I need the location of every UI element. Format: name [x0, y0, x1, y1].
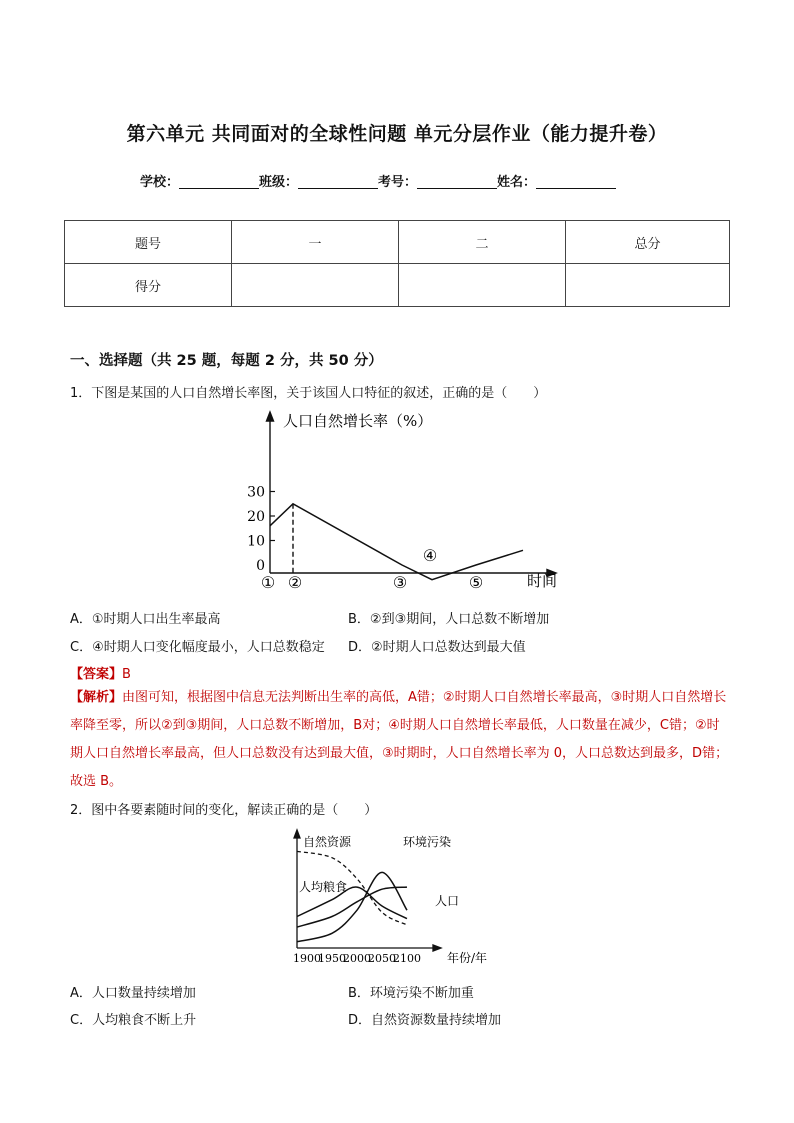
school-label: 学校： — [140, 175, 180, 190]
answer-label: 【答案】 — [70, 667, 123, 682]
score-table-header-row — [65, 221, 730, 264]
label-natural-resources: 自然资源 — [303, 835, 352, 849]
growth-rate-line — [270, 504, 523, 580]
growth-y-arrow — [267, 412, 274, 421]
factors-x-tick-label: 2050 — [368, 952, 396, 965]
period-label: ① — [260, 573, 276, 592]
q2-option-c[interactable]: C．人均粮食不断上升 — [70, 1013, 197, 1028]
score-header-cell: 总分 — [566, 221, 730, 264]
school-field[interactable] — [179, 174, 259, 189]
label-grain-per-capita: 人均粮食 — [299, 880, 348, 894]
factors-chart — [285, 826, 510, 971]
score-cell[interactable] — [399, 264, 566, 307]
name-field[interactable] — [536, 174, 616, 189]
q1-option-a[interactable]: A．①时期人口出生率最高 — [70, 612, 221, 627]
factors-y-arrow — [294, 830, 300, 838]
score-table — [64, 220, 730, 307]
score-cell[interactable] — [566, 264, 730, 307]
score-cell[interactable] — [232, 264, 399, 307]
score-header-cell: 二 — [399, 221, 566, 264]
section-heading: 一、选择题（共 25 题，每题 2 分，共 50 分） — [70, 353, 383, 369]
analysis-label: 【解析】 — [70, 690, 123, 705]
class-label: 班级： — [259, 175, 299, 190]
score-header-cell: 题号 — [65, 221, 232, 264]
growth-y-tick-label: 10 — [247, 533, 265, 550]
q2-option-a[interactable]: A．人口数量持续增加 — [70, 986, 196, 1001]
period-label: ⑤ — [468, 573, 484, 592]
q2-option-b[interactable]: B．环境污染不断加重 — [348, 986, 474, 1001]
growth-axes — [267, 412, 557, 577]
factors-xlabel: 年份/年 — [447, 951, 488, 965]
analysis-text: 由图可知，根据图中信息无法判断出生率的高低，A错；②时期人口自然增长率最高，③时期人口自然增长率降至零，所以②到③期间，人口总数不断增加，B对；④时期人口自然增长率最低，人口数量在减少，C错；②时期人口自然增长率最高，但人口总数没有达到最大值，③时期时，人口自然增长率为 0，人口总数达到最多，D错；故选 B。 — [70, 690, 729, 789]
growth-y-tick-label: 20 — [247, 509, 265, 525]
factors-x-arrow — [433, 945, 441, 951]
score-table-row — [65, 264, 730, 307]
label-population: 人口 — [435, 894, 460, 908]
label-pollution: 环境污染 — [403, 835, 452, 849]
factors-x-tick-label: 1950 — [318, 952, 346, 965]
q2-option-d[interactable]: D．自然资源数量持续增加 — [348, 1013, 502, 1028]
name-label: 姓名： — [497, 175, 537, 190]
q1-option-d[interactable]: D．②时期人口总数达到最大值 — [348, 640, 526, 655]
period-label: ② — [287, 573, 303, 592]
student-info-row — [140, 171, 616, 190]
page-title: 第六单元 共同面对的全球性问题 单元分层作业（能力提升卷） — [126, 123, 668, 145]
growth-xlabel: 时间 — [527, 572, 558, 590]
q1-option-b[interactable]: B．②到③期间，人口总数不断增加 — [348, 612, 550, 627]
q1-analysis — [70, 684, 730, 796]
exam-no-label: 考号： — [378, 175, 418, 190]
class-field[interactable] — [298, 174, 378, 189]
question-2-stem: 2．图中各要素随时间的变化，解读正确的是（ ） — [70, 803, 378, 818]
score-row-label: 得分 — [65, 264, 232, 307]
q1-answer — [70, 663, 131, 682]
growth-y-tick-label: 30 — [247, 484, 265, 501]
growth-ylabel: 人口自然增长率（%） — [283, 412, 433, 430]
question-1-stem: 1．下图是某国的人口自然增长率图，关于该国人口特征的叙述，正确的是（ ） — [70, 386, 547, 401]
q1-option-c[interactable]: C．④时期人口变化幅度最小，人口总数稳定 — [70, 640, 325, 655]
factors-x-tick-label: 2100 — [393, 952, 421, 965]
exam-no-field[interactable] — [417, 174, 497, 189]
answer-value: B — [122, 667, 131, 682]
growth-rate-chart — [240, 410, 570, 595]
score-header-cell: 一 — [232, 221, 399, 264]
period-label: ③ — [392, 573, 408, 592]
factors-x-tick-label: 2000 — [343, 952, 371, 965]
period-label: ④ — [422, 546, 438, 565]
growth-y-tick-label: 0 — [256, 558, 265, 574]
factors-x-tick-label: 1900 — [293, 952, 321, 965]
